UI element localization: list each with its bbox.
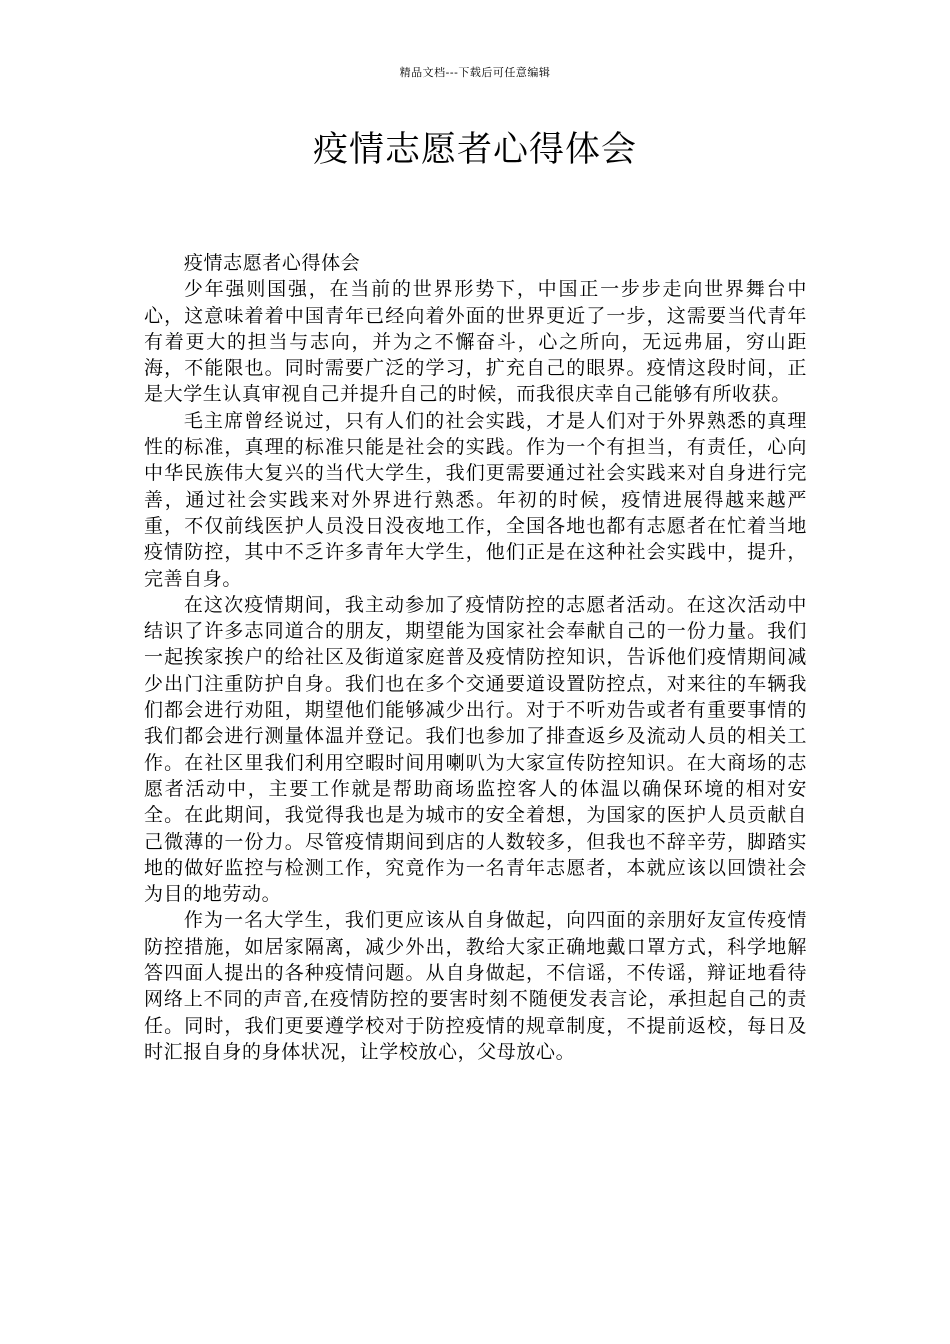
paragraph-2: 毛主席曾经说过，只有人们的社会实践，才是人们对于外界熟悉的真理性的标准，真理的标准只能是社会的实践。作为一个有担当，有责任，心向中华民族伟大复兴的当代大学生，我们更需要通过社会实践来对自身进行完善，通过社会实践来对外界进行熟悉。年初的时候，疫情进展得越来越严重，不仅前线医护人员没日没夜地工作，全国各地也都有志愿者在忙着当地疫情防控，其中不乏许多青年大学生，他们正是在这种社会实践中，提升，完善自身。 <box>144 409 807 590</box>
document-body <box>144 250 807 1065</box>
document-title: 疫情志愿者心得体会 <box>312 130 637 170</box>
header-note: 精品文档---下载后可任意编辑 <box>399 66 551 79</box>
paragraph-1: 少年强则国强，在当前的世界形势下，中国正一步步走向世界舞台中心，这意味着着中国青年已经向着外面的世界更近了一步，这需要当代青年有着更大的担当与志向，并为之不懈奋斗，心之所向，无远弗届，穷山距海，不能限也。同时需要广泛的学习，扩充自己的眼界。疫情这段时间，正是大学生认真审视自己并提升自己的时候，而我很庆幸自己能够有所收获。 <box>144 278 807 406</box>
body-subtitle: 疫情志愿者心得体会 <box>183 252 361 274</box>
paragraph-3: 在这次疫情期间，我主动参加了疫情防控的志愿者活动。在这次活动中结识了许多志同道合的朋友，期望能为国家社会奉献自己的一份力量。我们一起挨家挨户的给社区及街道家庭普及疫情防控知识，告诉他们疫情期间减少出门注重防护自身。我们也在多个交通要道设置防控点，对来往的车辆我们都会进行劝阻，期望他们能够减少出行。对于不听劝告或者有重要事情的我们都会进行测量体温并登记。我们也参加了排查返乡及流动人员的相关工作。在社区里我们利用空暇时间用喇叭为大家宣传防控知识。在大商场的志愿者活动中，主要工作就是帮助商场监控客人的体温以确保环境的相对安全。在此期间，我觉得我也是为城市的安全着想，为国家的医护人员贡献自己微薄的一份力。尽管疫情期间到店的人数较多，但我也不辞辛劳，脚踏实地的做好监控与检测工作，究竟作为一名青年志愿者，本就应该以回馈社会为目的地劳动。 <box>144 593 807 906</box>
paragraph-4: 作为一名大学生，我们更应该从自身做起，向四面的亲朋好友宣传疫情防控措施，如居家隔离，减少外出，教给大家正确地戴口罩方式，科学地解答四面人提出的各种疫情问题。从自身做起，不信谣，不传谣，辩证地看待网络上不同的声音,在疫情防控的要害时刻不随便发表言论，承担起自己的责任。同时，我们更要遵学校对于防控疫情的规章制度，不提前返校，每日及时汇报自身的身体状况，让学校放心，父母放心。 <box>144 909 807 1063</box>
